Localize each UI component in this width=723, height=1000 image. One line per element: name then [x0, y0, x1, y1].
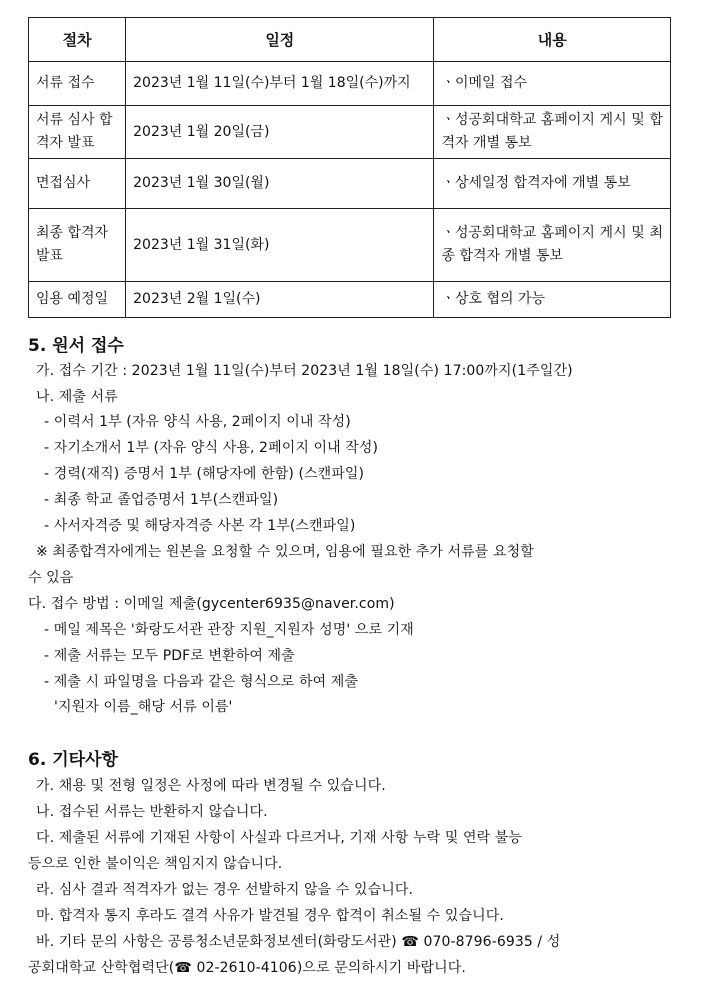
section5-line: 다. 접수 방법 : 이메일 제출(gycenter6935@naver.com) [28, 596, 395, 612]
section5-line: 나. 제출 서류 [36, 389, 118, 405]
section5-line: - 최종 학교 졸업증명서 1부(스캔파일) [44, 492, 279, 508]
section5-line: - 경력(재직) 증명서 1부 (해당자에 한함) (스캔파일) [44, 466, 365, 482]
section5-line: - 제출 시 파일명을 다음과 같은 형식으로 하여 제출 [44, 674, 359, 690]
section5-line: - 사서자격증 및 해당자격증 사본 각 1부(스캔파일) [44, 518, 356, 534]
step-cell: 임용 예정일 [29, 282, 126, 318]
date-cell: 2023년 1월 20일(금) [126, 106, 434, 159]
section5-title: 5. 원서 접수 [28, 336, 124, 356]
schedule-table [28, 17, 671, 318]
section6-title: 6. 기타사항 [28, 750, 118, 770]
section6-line: 바. 기타 문의 사항은 공릉청소년문화정보센터(화랑도서관) ☎ 070-8796-6935 / 성 [36, 934, 561, 950]
section6-line: 다. 제출된 서류에 기재된 사항이 사실과 다르거나, 기재 사항 누락 및 연락 불능 [36, 830, 523, 846]
date-cell: 2023년 1월 31일(화) [126, 209, 434, 282]
section5-line: 가. 접수 기간 : 2023년 1월 11일(수)부터 2023년 1월 18일(수) 17:00까지(1주일간) [36, 363, 573, 379]
table-row [29, 62, 671, 106]
header-date: 일정 [126, 18, 434, 62]
section6-line: 나. 접수된 서류는 반환하지 않습니다. [36, 804, 268, 820]
table-row [29, 106, 671, 159]
table-row [29, 282, 671, 318]
section6-line: 가. 채용 및 전형 일정은 사정에 따라 변경될 수 있습니다. [36, 778, 386, 794]
table-row [29, 209, 671, 282]
step-cell: 면접심사 [29, 159, 126, 209]
desc-cell: ㆍ이메일 접수 [434, 62, 671, 106]
desc-cell: ㆍ상세일정 합격자에 개별 통보 [434, 159, 671, 209]
header-step: 절차 [29, 18, 126, 62]
section6-line: 라. 심사 결과 적격자가 없는 경우 선발하지 않을 수 있습니다. [36, 882, 414, 898]
desc-cell: ㆍ성공회대학교 홈페이지 게시 및 최종 합격자 개별 통보 [434, 209, 671, 282]
step-cell: 서류 접수 [29, 62, 126, 106]
section5-line: - 이력서 1부 (자유 양식 사용, 2페이지 이내 작성) [44, 414, 351, 430]
section6-line: 공회대학교 산학협력단(☎ 02-2610-4106)으로 문의하시기 바랍니다. [28, 960, 466, 976]
section5-line: - 제출 서류는 모두 PDF로 변환하여 제출 [44, 648, 295, 664]
date-cell: 2023년 2월 1일(수) [126, 282, 434, 318]
section5-line: 수 있음 [28, 570, 74, 586]
table-header-row [29, 18, 671, 62]
section6-line: 마. 합격자 통지 후라도 결격 사유가 발견될 경우 합격이 취소될 수 있습니다. [36, 908, 504, 924]
section5-line: - 메일 제목은 '화랑도서관 관장 지원_지원자 성명' 으로 기재 [44, 622, 414, 638]
step-cell: 최종 합격자 발표 [29, 209, 126, 282]
date-cell: 2023년 1월 30일(월) [126, 159, 434, 209]
section5-line: '지원자 이름_해당 서류 이름' [54, 699, 233, 715]
header-desc: 내용 [434, 18, 671, 62]
desc-cell: ㆍ상호 협의 가능 [434, 282, 671, 318]
date-cell: 2023년 1월 11일(수)부터 1월 18일(수)까지 [126, 62, 434, 106]
section5-line: ※ 최종합격자에게는 원본을 요청할 수 있으며, 임용에 필요한 추가 서류를 요청할 [36, 544, 534, 560]
desc-cell: ㆍ성공회대학교 홈페이지 게시 및 합격자 개별 통보 [434, 106, 671, 159]
section6-line: 등으로 인한 불이익은 책임지지 않습니다. [28, 856, 283, 872]
step-cell: 서류 심사 합격자 발표 [29, 106, 126, 159]
table-row [29, 159, 671, 209]
section5-line: - 자기소개서 1부 (자유 양식 사용, 2페이지 이내 작성) [44, 440, 379, 456]
